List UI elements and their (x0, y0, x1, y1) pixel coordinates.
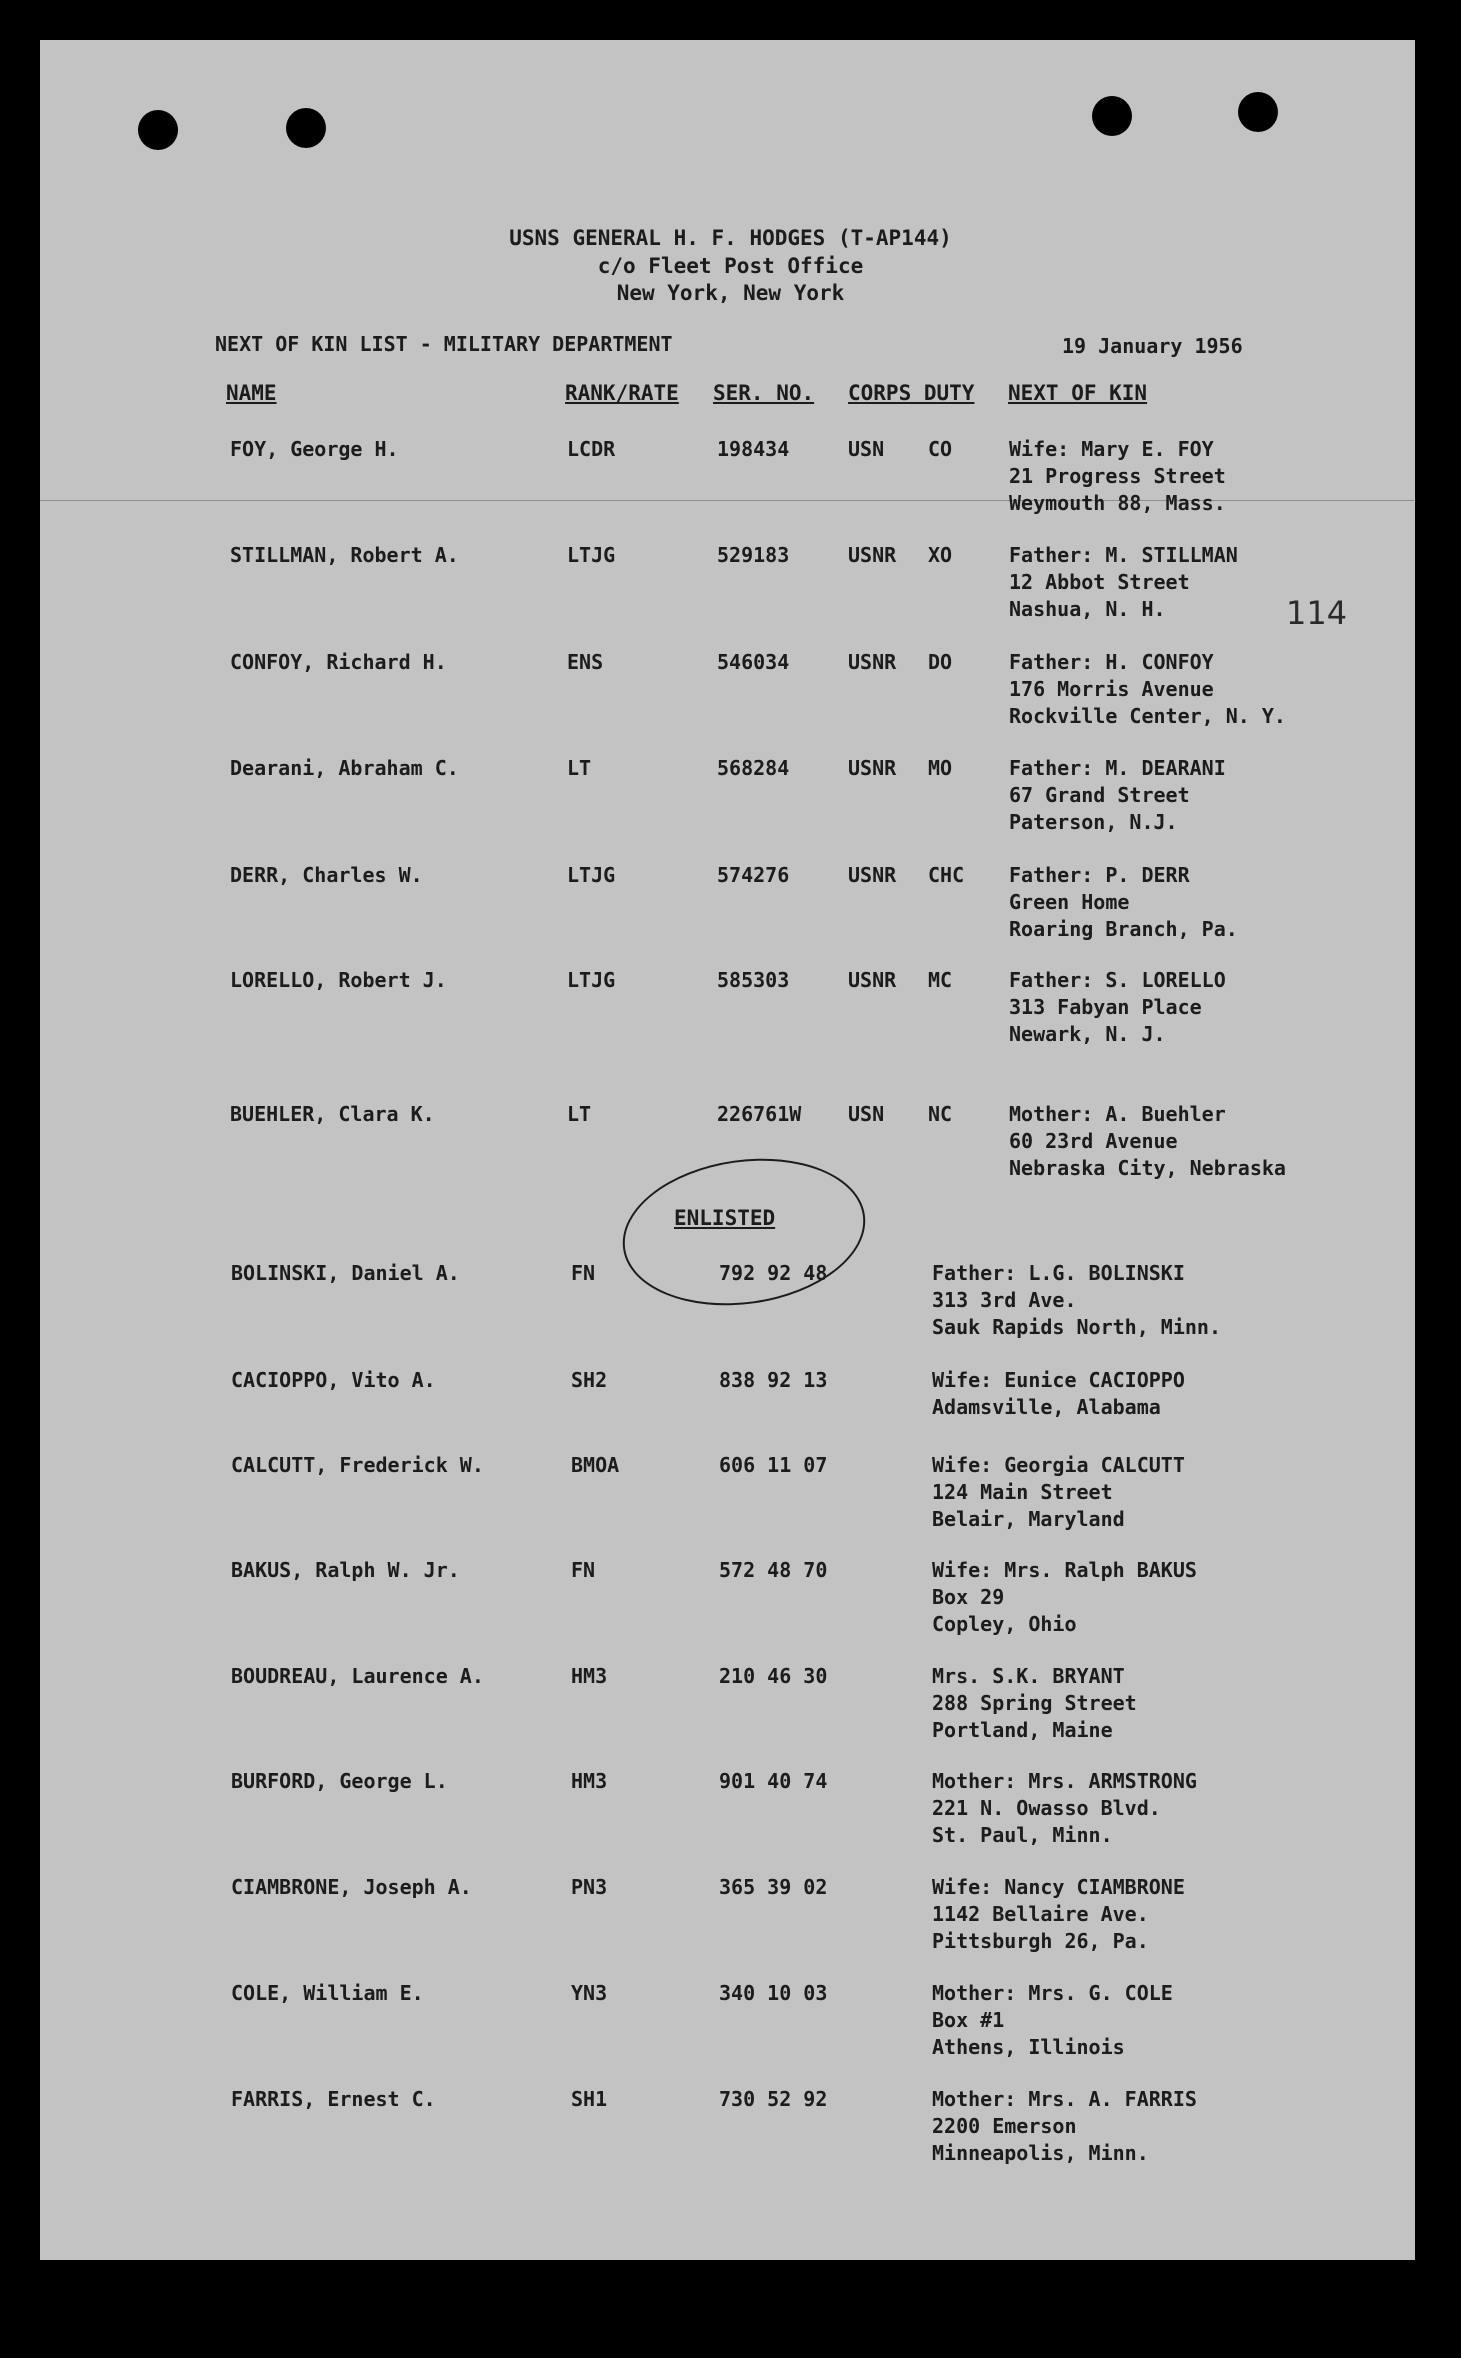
table-row (0, 436, 1461, 526)
kin-line: Portland, Maine (932, 1718, 1113, 1742)
table-row (0, 1874, 1461, 1964)
kin-line: 12 Abbot Street (1009, 570, 1190, 594)
column-header-ser: SER. NO. (713, 381, 815, 405)
duty: XO (928, 543, 953, 567)
service-number: 606 11 07 (719, 1453, 828, 1477)
next-of-kin (1009, 862, 1238, 943)
table-row (0, 1768, 1461, 1858)
next-of-kin (1009, 436, 1226, 517)
corps: USNR (848, 756, 897, 780)
kin-line: 21 Progress Street (1009, 464, 1226, 488)
next-of-kin (1009, 542, 1238, 623)
person-name: BUEHLER, Clara K. (230, 1102, 435, 1126)
corps: USNR (848, 968, 897, 992)
kin-line: Pittsburgh 26, Pa. (932, 1929, 1149, 1953)
rank-rate: HM3 (571, 1664, 608, 1688)
column-header-name: NAME (226, 381, 277, 405)
service-number: 792 92 48 (719, 1261, 828, 1285)
rank-rate: HM3 (571, 1769, 608, 1793)
next-of-kin (1009, 967, 1226, 1048)
kin-line: Nebraska City, Nebraska (1009, 1156, 1286, 1180)
rank-rate: LTJG (567, 968, 616, 992)
kin-line: 1142 Bellaire Ave. (932, 1902, 1149, 1926)
rank-rate: LT (567, 756, 592, 780)
person-name: FOY, George H. (230, 437, 399, 461)
kin-line: Mother: Mrs. ARMSTRONG (932, 1769, 1197, 1793)
next-of-kin (1009, 755, 1226, 836)
service-number: 226761W (717, 1102, 802, 1126)
kin-line: 124 Main Street (932, 1480, 1113, 1504)
rank-rate: FN (571, 1261, 596, 1285)
kin-line: Copley, Ohio (932, 1612, 1077, 1636)
kin-line: Box #1 (932, 2008, 1005, 2032)
rank-rate: LT (567, 1102, 592, 1126)
person-name: DERR, Charles W. (230, 863, 423, 887)
kin-line: Rockville Center, N. Y. (1009, 704, 1286, 728)
column-header-kin: NEXT OF KIN (1008, 381, 1148, 405)
rank-rate: BMOA (571, 1453, 620, 1477)
enlisted-heading: ENLISTED (674, 1206, 776, 1230)
kin-line: Mother: A. Buehler (1009, 1102, 1226, 1126)
city: New York, New York (616, 281, 845, 305)
corps: USNR (848, 543, 897, 567)
rank-rate: YN3 (571, 1981, 608, 2005)
service-number: 572 48 70 (719, 1558, 828, 1582)
column-header-rank: RANK/RATE (565, 381, 679, 405)
kin-line: Wife: Eunice CACIOPPO (932, 1368, 1185, 1392)
kin-line: Belair, Maryland (932, 1507, 1125, 1531)
rank-rate: PN3 (571, 1875, 608, 1899)
kin-line: Father: M. DEARANI (1009, 756, 1226, 780)
kin-line: St. Paul, Minn. (932, 1823, 1113, 1847)
next-of-kin (932, 1367, 1185, 1421)
kin-line: Athens, Illinois (932, 2035, 1125, 2059)
kin-line: Nashua, N. H. (1009, 597, 1166, 621)
page-number: 114 (1286, 594, 1348, 632)
kin-line: Minneapolis, Minn. (932, 2141, 1149, 2165)
table-row (0, 1980, 1461, 2070)
next-of-kin (932, 1874, 1185, 1955)
person-name: CACIOPPO, Vito A. (231, 1368, 436, 1392)
ship-name: USNS GENERAL H. F. HODGES (T-AP144) (509, 226, 952, 250)
kin-line: Wife: Mary E. FOY (1009, 437, 1214, 461)
person-name: BOUDREAU, Laurence A. (231, 1664, 484, 1688)
duty: MO (928, 756, 953, 780)
service-number: 210 46 30 (719, 1664, 828, 1688)
kin-line: Green Home (1009, 890, 1130, 914)
duty: DO (928, 650, 953, 674)
person-name: FARRIS, Ernest C. (231, 2087, 436, 2111)
duty: NC (928, 1102, 953, 1126)
person-name: COLE, William E. (231, 1981, 424, 2005)
service-number: 568284 (717, 756, 790, 780)
table-row (0, 649, 1461, 739)
kin-line: Box 29 (932, 1585, 1005, 1609)
kin-line: Wife: Mrs. Ralph BAKUS (932, 1558, 1197, 1582)
service-number: 574276 (717, 863, 790, 887)
service-number: 529183 (717, 543, 790, 567)
rank-rate: ENS (567, 650, 604, 674)
table-row (0, 1452, 1461, 1542)
kin-line: Paterson, N.J. (1009, 810, 1178, 834)
table-row (0, 967, 1461, 1057)
kin-line: Sauk Rapids North, Minn. (932, 1315, 1221, 1339)
table-row (0, 1557, 1461, 1647)
kin-line: Mother: Mrs. G. COLE (932, 1981, 1173, 2005)
kin-line: 313 Fabyan Place (1009, 995, 1202, 1019)
kin-line: Wife: Georgia CALCUTT (932, 1453, 1185, 1477)
next-of-kin (932, 1768, 1197, 1849)
corps: USN (848, 1102, 885, 1126)
next-of-kin (932, 1980, 1173, 2061)
duty: CHC (928, 863, 965, 887)
table-row (0, 755, 1461, 845)
table-row (0, 2086, 1461, 2176)
kin-line: 176 Morris Avenue (1009, 677, 1214, 701)
duty: MC (928, 968, 953, 992)
punch-hole-icon (1238, 92, 1278, 132)
punch-hole-icon (1092, 96, 1132, 136)
person-name: BOLINSKI, Daniel A. (231, 1261, 460, 1285)
person-name: CONFOY, Richard H. (230, 650, 447, 674)
corps: USNR (848, 650, 897, 674)
service-number: 838 92 13 (719, 1368, 828, 1392)
next-of-kin (932, 1452, 1185, 1533)
corps: USN (848, 437, 885, 461)
kin-line: Father: M. STILLMAN (1009, 543, 1238, 567)
table-row (0, 542, 1461, 632)
service-number: 730 52 92 (719, 2087, 828, 2111)
document-date: 19 January 1956 (1062, 334, 1243, 358)
person-name: Dearani, Abraham C. (230, 756, 459, 780)
person-name: BAKUS, Ralph W. Jr. (231, 1558, 460, 1582)
person-name: STILLMAN, Robert A. (230, 543, 459, 567)
list-title: NEXT OF KIN LIST - MILITARY DEPARTMENT (215, 332, 673, 356)
kin-line: Mrs. S.K. BRYANT (932, 1664, 1125, 1688)
next-of-kin (932, 1663, 1137, 1744)
kin-line: Father: H. CONFOY (1009, 650, 1214, 674)
kin-line: 2200 Emerson (932, 2114, 1077, 2138)
rank-rate: SH1 (571, 2087, 608, 2111)
kin-line: Roaring Branch, Pa. (1009, 917, 1238, 941)
rank-rate: SH2 (571, 1368, 608, 1392)
kin-line: Newark, N. J. (1009, 1022, 1166, 1046)
rank-rate: LTJG (567, 543, 616, 567)
rank-rate: FN (571, 1558, 596, 1582)
corps: USNR (848, 863, 897, 887)
punch-hole-icon (138, 110, 178, 150)
kin-line: 67 Grand Street (1009, 783, 1190, 807)
person-name: CALCUTT, Frederick W. (231, 1453, 484, 1477)
next-of-kin (1009, 1101, 1286, 1182)
table-row (0, 862, 1461, 952)
service-number: 901 40 74 (719, 1769, 828, 1793)
next-of-kin (1009, 649, 1286, 730)
table-row (0, 1260, 1461, 1350)
service-number: 198434 (717, 437, 790, 461)
punch-hole-icon (286, 108, 326, 148)
kin-line: 60 23rd Avenue (1009, 1129, 1178, 1153)
kin-line: Father: S. LORELLO (1009, 968, 1226, 992)
kin-line: Mother: Mrs. A. FARRIS (932, 2087, 1197, 2111)
next-of-kin (932, 1557, 1197, 1638)
column-header-corps: CORPS DUTY (848, 381, 975, 405)
service-number: 585303 (717, 968, 790, 992)
person-name: BURFORD, George L. (231, 1769, 448, 1793)
kin-line: Father: P. DERR (1009, 863, 1190, 887)
kin-line: 313 3rd Ave. (932, 1288, 1077, 1312)
service-number: 340 10 03 (719, 1981, 828, 2005)
table-row (0, 1663, 1461, 1753)
kin-line: 288 Spring Street (932, 1691, 1137, 1715)
kin-line: Wife: Nancy CIAMBRONE (932, 1875, 1185, 1899)
person-name: LORELLO, Robert J. (230, 968, 447, 992)
post-office: c/o Fleet Post Office (597, 254, 864, 278)
service-number: 365 39 02 (719, 1875, 828, 1899)
kin-line: 221 N. Owasso Blvd. (932, 1796, 1161, 1820)
person-name: CIAMBRONE, Joseph A. (231, 1875, 472, 1899)
kin-line: Father: L.G. BOLINSKI (932, 1261, 1185, 1285)
rank-rate: LCDR (567, 437, 616, 461)
kin-line: Adamsville, Alabama (932, 1395, 1161, 1419)
next-of-kin (932, 1260, 1221, 1341)
next-of-kin (932, 2086, 1197, 2167)
table-row (0, 1367, 1461, 1457)
duty: CO (928, 437, 953, 461)
kin-line: Weymouth 88, Mass. (1009, 491, 1226, 515)
service-number: 546034 (717, 650, 790, 674)
rank-rate: LTJG (567, 863, 616, 887)
